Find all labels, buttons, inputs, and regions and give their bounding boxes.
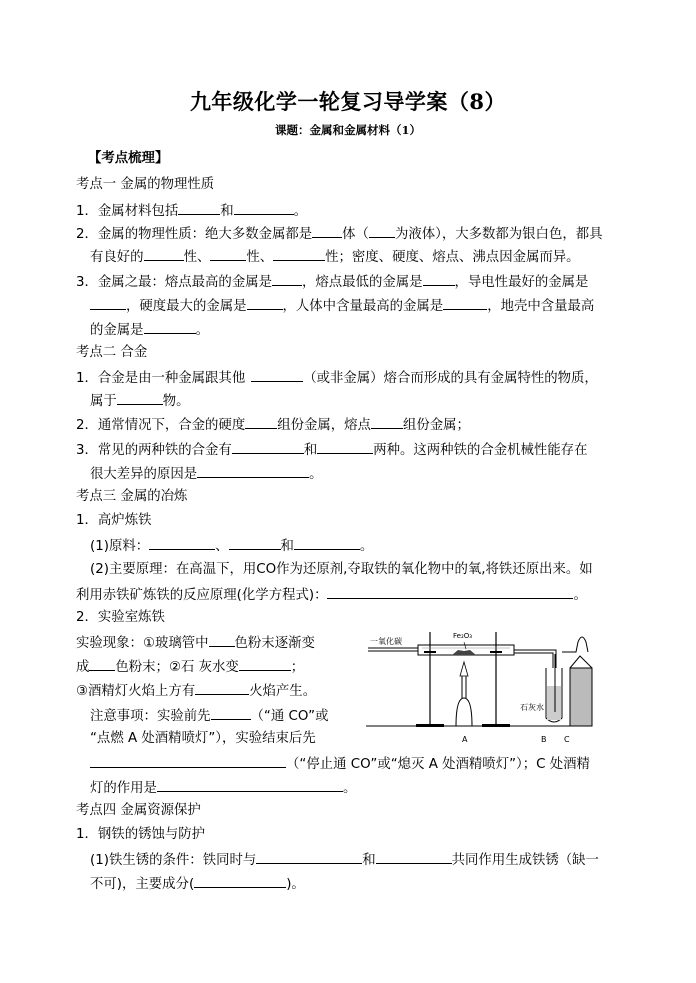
answer-blank[interactable] (157, 778, 343, 792)
answer-blank[interactable] (194, 874, 286, 888)
answer-blank[interactable] (232, 440, 304, 454)
answer-blank[interactable] (423, 272, 455, 286)
question-line (76, 415, 470, 435)
answer-blank[interactable] (149, 536, 215, 550)
question-text: 实验现象：①玻璃管中 (76, 636, 209, 651)
answer-blank[interactable] (117, 391, 163, 405)
question-text: 不可)，主要成分( (90, 877, 195, 892)
question-text: 为液体），大多数都为银白色，都具 (394, 227, 603, 242)
question-line (90, 778, 356, 798)
answer-blank[interactable] (211, 706, 251, 720)
question-text: 很大差异的原因是 (90, 467, 198, 482)
answer-blank[interactable] (327, 585, 573, 599)
topic-heading-2: 考点二 合金 (76, 345, 148, 360)
answer-blank[interactable] (195, 681, 249, 695)
question-line (76, 440, 587, 460)
question-text: 火焰产生。 (249, 684, 317, 699)
limewater-label: 石灰水 (520, 703, 544, 712)
question-line (90, 247, 580, 267)
question-text: 3．金属之最：熔点最高的金属是 (76, 275, 272, 290)
question-line (90, 850, 599, 870)
answer-blank[interactable] (251, 368, 303, 382)
iron-smelting-apparatus-diagram (356, 624, 606, 750)
question-line (90, 754, 590, 774)
label-b: B (541, 735, 547, 744)
question-line (90, 320, 209, 340)
question-text: 。 (293, 204, 308, 219)
answer-blank[interactable] (317, 440, 373, 454)
question-text: 性、 (246, 250, 274, 265)
question-text: 属于 (90, 394, 117, 409)
question-line (90, 296, 594, 316)
stand-base-right (482, 724, 510, 727)
question-text: 和 (303, 443, 318, 458)
answer-blank[interactable] (210, 247, 246, 261)
question-text: 。 (359, 539, 374, 554)
question-text: (1)铁生锈的条件：铁同时与 (90, 853, 257, 868)
question-line (76, 224, 603, 244)
answer-blank[interactable] (197, 464, 309, 478)
question-text: 色粉末；②石 灰水变 (115, 660, 239, 675)
answer-blank[interactable] (178, 201, 220, 215)
question-text: 物。 (162, 394, 190, 409)
question-text: 。 (195, 323, 209, 338)
question-line (76, 681, 316, 701)
subtopic-heading: 2．实验室炼铁 (76, 610, 165, 625)
answer-blank[interactable] (369, 224, 395, 238)
answer-blank[interactable] (234, 201, 294, 215)
question-text: 性；密度、硬度、熔点、沸点因金属而异。 (325, 250, 580, 265)
question-text: ，熔点最低的金属是 (302, 275, 423, 290)
question-text: 的金属是 (90, 323, 144, 338)
question-text: 组份金属； (402, 418, 470, 433)
answer-blank[interactable] (144, 320, 196, 334)
limewater (547, 686, 561, 720)
question-line (76, 368, 598, 388)
alcohol-blast-lamp-a (456, 698, 472, 726)
question-line (90, 464, 323, 484)
question-text: 灯的作用是 (90, 781, 157, 796)
question-text: 成 (76, 660, 90, 675)
question-text: 2．金属的物理性质：绝大多数金属都是 (76, 227, 313, 242)
question-text: 注意事项：实验前先 (90, 709, 211, 724)
question-text: 和 (280, 539, 294, 554)
question-text: 性、 (183, 250, 211, 265)
lesson-subtitle: 课题：金属和金属材料（1） (274, 123, 421, 137)
question-text: ，硬度最大的金属是 (126, 299, 247, 314)
answer-blank[interactable] (443, 296, 487, 310)
question-text: 利用赤铁矿炼铁的反应原理(化学方程式)： (76, 588, 328, 603)
question-text: 组份金属，熔点 (277, 418, 371, 433)
flame-a (460, 662, 468, 676)
answer-blank[interactable] (273, 247, 325, 261)
question-text: （或非金属）熔合而形成的具有金属特性的物质， (303, 371, 598, 386)
question-text: 。 (342, 781, 357, 796)
section-heading: 【考点梳理】 (88, 151, 169, 166)
answer-blank[interactable] (312, 224, 342, 238)
answer-blank[interactable] (371, 415, 403, 429)
question-text: ； (290, 660, 305, 675)
question-text: 。 (309, 467, 323, 482)
question-text: 体（ (342, 227, 369, 242)
answer-blank[interactable] (376, 850, 452, 864)
answer-blank[interactable] (272, 272, 302, 286)
answer-blank[interactable] (90, 296, 126, 310)
subtopic-heading: 1．高炉炼铁 (76, 513, 152, 528)
topic-heading-3: 考点三 金属的冶炼 (76, 489, 188, 504)
co-gas-label: 一氧化碳 (370, 637, 402, 646)
fe2o3-powder (452, 650, 476, 655)
answer-blank[interactable] (247, 296, 283, 310)
subtopic-heading: 1．钢铁的锈蚀与防护 (76, 827, 206, 842)
question-text: 1．合金是由一种金属跟其他 (76, 371, 246, 386)
question-text: )。 (286, 877, 305, 892)
question-line (90, 874, 305, 894)
question-line (76, 272, 588, 292)
page-title: 九年级化学一轮复习导学案（8） (189, 89, 507, 114)
question-text: （“停止通 CO”或“熄灭 A 处酒精喷灯”）；C 处酒精 (286, 757, 590, 772)
question-text: 、 (215, 539, 229, 554)
question-text: ，地壳中含量最高 (487, 299, 595, 314)
question-line (90, 536, 373, 556)
question-text: 有良好的 (90, 250, 144, 265)
question-text: 色粉末逐渐变 (234, 636, 315, 651)
question-text: (1)原料： (90, 539, 150, 554)
question-text: 。 (573, 588, 587, 603)
question-text: 共同作用生成铁锈（缺一 (451, 853, 599, 868)
question-text: ③酒精灯火焰上方有 (76, 684, 196, 699)
alcohol-lamp-c (570, 668, 592, 726)
answer-blank[interactable] (209, 633, 235, 647)
question-line (76, 201, 307, 221)
answer-blank[interactable] (89, 657, 115, 671)
question-text: 3．常见的两种铁的合金有 (76, 443, 232, 458)
question-line (76, 657, 304, 677)
question-line (76, 585, 587, 605)
question-line (90, 706, 328, 726)
answer-blank[interactable] (144, 247, 184, 261)
question-text: “点燃 A 处酒精喷灯”），实验结束后先 (90, 731, 316, 746)
question-text: 1．金属材料包括 (76, 204, 179, 219)
answer-blank[interactable] (239, 657, 291, 671)
answer-blank[interactable] (90, 754, 286, 768)
question-text: 两种。这两种铁的合金机械性能存在 (373, 443, 588, 458)
answer-blank[interactable] (229, 536, 281, 550)
question-text: 2．通常情况下，合金的硬度 (76, 418, 246, 433)
question-text: ，导电性最好的金属是 (454, 275, 589, 290)
label-a: A (462, 735, 468, 744)
question-text: 和 (362, 853, 376, 868)
question-text: ，人体中含量最高的金属是 (282, 299, 444, 314)
question-line (76, 633, 315, 653)
answer-blank[interactable] (245, 415, 277, 429)
answer-blank[interactable] (294, 536, 360, 550)
question-text: 和 (220, 204, 234, 219)
fe2o3-label: Fe₂O₃ (453, 632, 473, 640)
flame-c (562, 637, 588, 652)
stand-base-left (416, 724, 444, 727)
label-c: C (564, 735, 570, 744)
topic-heading-1: 考点一 金属的物理性质 (76, 177, 215, 192)
answer-blank[interactable] (256, 850, 362, 864)
question-line (90, 391, 190, 411)
principle-text: (2)主要原理：在高温下，用CO作为还原剂,夺取铁的氧化物中的氧,将铁还原出来。如 (90, 562, 593, 577)
question-text: （“通 CO”或 (250, 709, 329, 724)
topic-heading-4: 考点四 金属资源保护 (76, 803, 201, 818)
